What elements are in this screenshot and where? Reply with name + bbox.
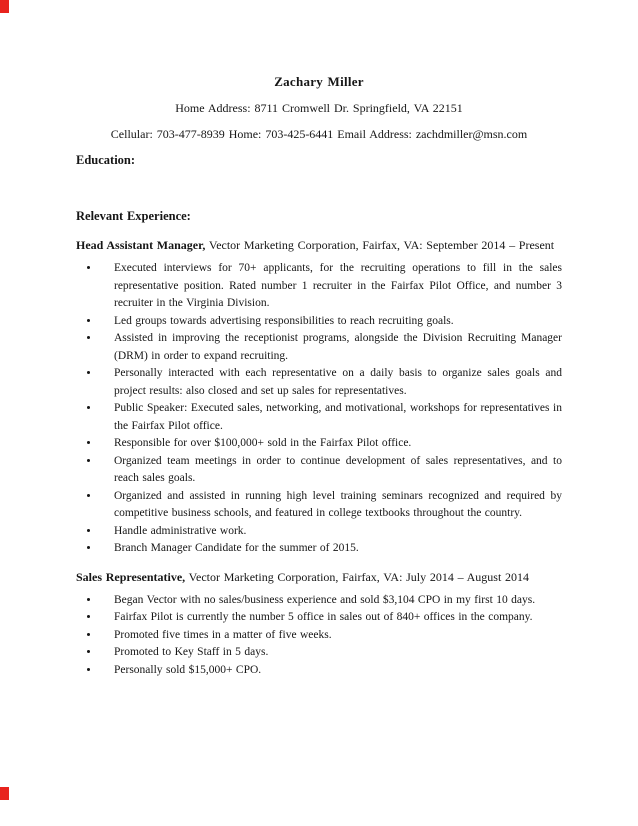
- contact-line: Cellular: 703-477-8939 Home: 703-425-6441 Email Address: zachdmiller@msn.com: [110, 127, 528, 141]
- job-bullet: • Executed interviews for 70+ applicants, for the recruiting operations to fill in the sales representative position. Rated number 1 recruiter in the Fairfax Pilot Office, and number 3 recruiter in the Virginia Division.: [100, 260, 562, 313]
- job-bullet: • Fairfax Pilot is currently the number 5 office in sales out of 840+ offices in the company.: [100, 609, 562, 627]
- job-bullet-list: [76, 592, 562, 680]
- experience-entries: [76, 236, 562, 679]
- job-bullet: • Led groups towards advertising responsibilities to reach recruiting goals.: [100, 313, 562, 331]
- job-heading: [76, 236, 562, 254]
- job-title: Head Assistant Manager,: [76, 238, 206, 252]
- job-bullet: • Assisted in improving the receptionist programs, alongside the Division Recruiting Manager (DRM) in order to expand recruiting.: [100, 330, 562, 365]
- page-corner-marker-bottom: [0, 787, 9, 800]
- job-bullet: • Personally sold $15,000+ CPO.: [100, 662, 562, 680]
- job-bullet: • Responsible for over $100,000+ sold in the Fairfax Pilot office.: [100, 435, 562, 453]
- job-meta: Vector Marketing Corporation, Fairfax, VA: July 2014 – August 2014: [188, 569, 530, 584]
- job-entry: [76, 568, 562, 680]
- job-bullet: • Branch Manager Candidate for the summer of 2015.: [100, 540, 562, 558]
- job-bullet: • Handle administrative work.: [100, 523, 562, 541]
- job-bullet-list: [76, 260, 562, 558]
- experience-heading: Relevant Experience:: [76, 209, 191, 223]
- job-title: Sales Representative,: [76, 569, 186, 584]
- job-meta: Vector Marketing Corporation, Fairfax, VA: September 2014 – Present: [208, 238, 555, 252]
- job-bullet: • Organized and assisted in running high level training seminars recognized and required by competitive business schools, and featured in college textbooks throughout the country.: [100, 488, 562, 523]
- job-bullet: • Promoted to Key Staff in 5 days.: [100, 644, 562, 662]
- home-address-line: Home Address: 8711 Cromwell Dr. Springfield, VA 22151: [175, 101, 463, 115]
- job-entry: [76, 236, 562, 558]
- job-bullet: • Promoted five times in a matter of five weeks.: [100, 627, 562, 645]
- job-bullet: • Organized team meetings in order to continue development of sales representatives, and to reach sales goals.: [100, 453, 562, 488]
- job-bullet: • Public Speaker: Executed sales, networking, and motivational, workshops for representatives in the Fairfax Pilot office.: [100, 400, 562, 435]
- job-heading: [76, 568, 562, 586]
- job-bullet: • Personally interacted with each representative on a daily basis to organize sales goals and project results: also closed and set up sales for representatives.: [100, 365, 562, 400]
- job-bullet: • Began Vector with no sales/business experience and sold $3,104 CPO in my first 10 days.: [100, 592, 562, 610]
- education-heading: Education:: [76, 153, 136, 167]
- resume-name: Zachary Miller: [274, 74, 364, 89]
- page-corner-marker-top: [0, 0, 9, 13]
